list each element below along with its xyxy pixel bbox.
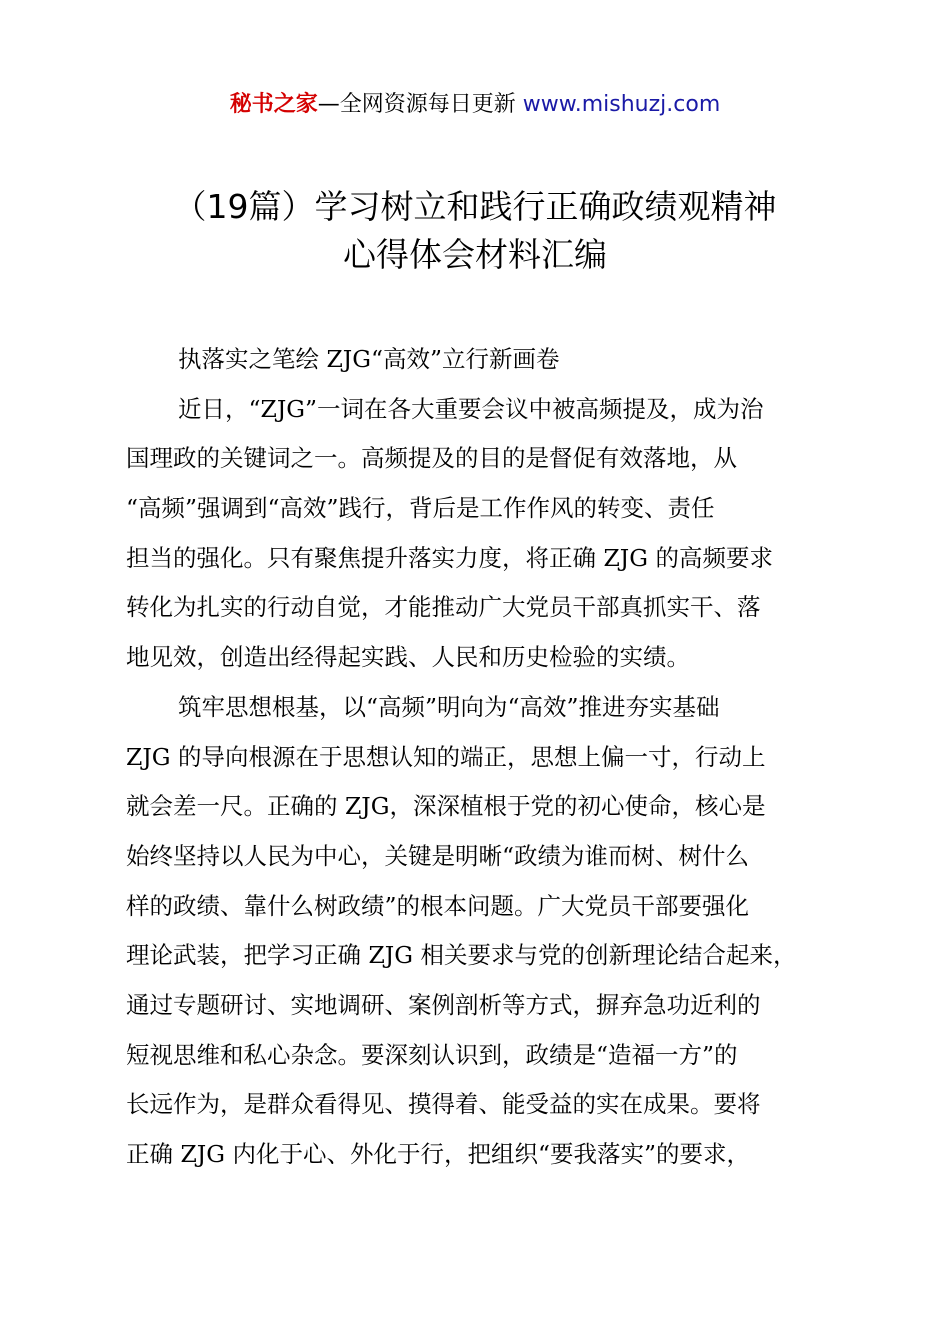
body-line: 国理政的关键词之一。高频提及的目的是督促有效落地，从 [126, 444, 737, 473]
brand-name: 秘书之家 [229, 92, 318, 117]
document-body [126, 335, 834, 1180]
body-line: 就会差一尺。正确的 ZJG，深深植根于党的初心使命，核心是 [126, 792, 766, 821]
body-line: 转化为扎实的行动自觉，才能推动广大党员干部真抓实干、落 [126, 593, 761, 622]
body-line: ZJG 的导向根源在于思想认知的端正，思想上偏一寸，行动上 [126, 742, 766, 771]
section-heading: 筑牢思想根基，以“高频”明向为“高效”推进夯实基础 [178, 692, 720, 721]
body-line: 短视思维和私心杂念。要深刻认识到，政绩是“造福一方”的 [126, 1040, 738, 1069]
title-line-1: （19篇）学习树立和践行正确政绩观精神 [173, 187, 777, 226]
body-line: 正确 ZJG 内化于心、外化于行，把组织“要我落实”的要求， [126, 1140, 750, 1168]
header-tagline: —全网资源每日更新 [317, 92, 516, 117]
body-line: “高频”强调到“高效”践行，背后是工作作风的转变、责任 [126, 494, 715, 523]
body-line: 地见效，创造出经得起实践、人民和历史检验的实绩。 [126, 643, 690, 672]
body-line: 始终坚持以人民为中心，关键是明晰“政绩为谁而树、树什么 [126, 841, 750, 870]
site-header [0, 88, 950, 122]
body-line: 样的政绩、靠什么树政绩”的根本问题。广大党员干部要强化 [126, 891, 750, 920]
section-heading: 执落实之笔绘 ZJG“高效”立行新画卷 [178, 345, 560, 373]
site-url-link[interactable]: www.mishuzj.com [522, 92, 721, 117]
body-line: 通过专题研讨、实地调研、案例剖析等方式，摒弃急功近利的 [126, 990, 761, 1019]
body-line: 担当的强化。只有聚焦提升落实力度，将正确 ZJG 的高频要求 [126, 543, 773, 572]
document-title [0, 183, 950, 279]
title-line-2: 心得体会材料汇编 [343, 235, 607, 274]
body-line: 长远作为，是群众看得见、摸得着、能受益的实在成果。要将 [126, 1090, 761, 1119]
body-line: 近日，“ZJG”一词在各大重要会议中被高频提及，成为治 [178, 394, 764, 423]
body-line: 理论武装，把学习正确 ZJG 相关要求与党的创新理论结合起来， [126, 941, 797, 970]
